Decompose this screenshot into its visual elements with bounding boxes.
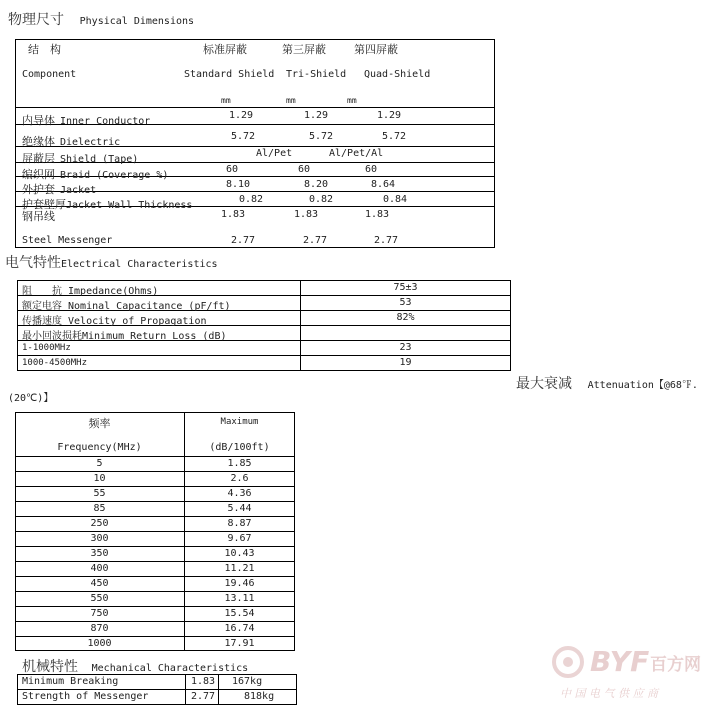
- mechanical-label: Strength of Messenger: [22, 691, 149, 702]
- physical-row: 外护套 Jacket: [22, 183, 97, 196]
- attenuation-value: 15.54: [224, 608, 255, 619]
- electrical-label: 额定电容 Nominal Capacitance (pF/ft): [22, 301, 231, 312]
- physical-row-label: Steel Messenger: [22, 235, 113, 246]
- attenuation-title-cn: 最大衰减: [516, 376, 572, 392]
- physical-value: 60: [298, 164, 311, 175]
- physical-row: 护套壁厚Jacket Wall Thickness: [22, 198, 193, 211]
- physical-row: 内导体 Inner Conductor: [22, 114, 151, 127]
- physical-value: 5.72: [231, 131, 256, 142]
- electrical-label: 1000-4500MHz: [22, 358, 88, 368]
- mechanical-value: 1.83: [191, 676, 216, 687]
- physical-value: 8.64: [371, 179, 396, 190]
- row-divider: [15, 561, 295, 562]
- attenuation-frequency: 85: [93, 503, 106, 514]
- attenuation-value: 8.87: [227, 518, 252, 529]
- attenuation-value: 9.67: [227, 533, 252, 544]
- row-divider: [15, 636, 295, 637]
- physical-title: [8, 9, 194, 29]
- attenuation-value: 16.74: [224, 623, 255, 634]
- physical-value: 5.72: [309, 131, 334, 142]
- electrical-title-en: Electrical Characteristics: [61, 259, 218, 270]
- mechanical-value: 2.77: [191, 691, 216, 702]
- attenuation-frequency: 350: [90, 548, 109, 559]
- electrical-value: 19: [399, 357, 412, 368]
- electrical-value: 82%: [396, 312, 415, 323]
- row-divider: [15, 531, 295, 532]
- attenuation-frequency: 750: [90, 608, 109, 619]
- electrical-title: [5, 252, 218, 272]
- attenuation-value: 1.85: [227, 458, 252, 469]
- row-divider: [15, 516, 295, 517]
- col-divider: [185, 674, 186, 705]
- physical-value: 1.29: [377, 110, 402, 121]
- attenuation-value: 5.44: [227, 503, 252, 514]
- attenuation-value: 2.6: [230, 473, 249, 484]
- attenuation-value: 10.43: [224, 548, 255, 559]
- unit-label: mm: [347, 96, 357, 105]
- attenuation-frequency: 5: [96, 458, 103, 469]
- mechanical-title-en: Mechanical Characteristics: [91, 663, 249, 674]
- attenuation-frequency: 1000: [87, 638, 112, 649]
- attenuation-title-cont: (20℃)】: [8, 393, 54, 404]
- physical-title-cn: 物理尺寸: [8, 12, 64, 28]
- row-divider: [15, 486, 295, 487]
- electrical-title-cn: 电气特性: [5, 255, 61, 271]
- col-header-en-3: Quad-Shield: [364, 69, 431, 80]
- physical-value: 1.83: [294, 209, 319, 220]
- mechanical-value: 818kg: [244, 691, 275, 702]
- mechanical-title-cn: 机械特性: [22, 659, 78, 675]
- col-header-en-2: Tri-Shield: [286, 69, 347, 80]
- physical-value: 0.84: [383, 194, 408, 205]
- freq-header-en: Frequency(MHz): [57, 442, 142, 453]
- electrical-label: 阻 抗 Impedance(Ohms): [22, 286, 159, 297]
- row-divider: [15, 501, 295, 502]
- physical-value: 2.77: [231, 235, 256, 246]
- electrical-value: 75±3: [393, 282, 418, 293]
- attenuation-value: 11.21: [224, 563, 255, 574]
- watermark-brand-cn: 百方网: [650, 655, 701, 675]
- attenuation-frequency: 550: [90, 593, 109, 604]
- row-divider: [17, 689, 297, 690]
- row-divider: [17, 355, 511, 356]
- physical-value: 1.29: [304, 110, 329, 121]
- physical-title-en: Physical Dimensions: [79, 16, 195, 27]
- attenuation-frequency: 250: [90, 518, 109, 529]
- physical-value: 1.29: [229, 110, 254, 121]
- physical-value: 1.83: [365, 209, 390, 220]
- physical-value: 60: [226, 164, 239, 175]
- row-divider: [15, 591, 295, 592]
- row-divider: [15, 621, 295, 622]
- physical-value: 2.77: [374, 235, 399, 246]
- physical-value: 0.82: [309, 194, 334, 205]
- row-divider: [15, 107, 495, 108]
- physical-row: 编织网 Braid (Coverage %): [22, 168, 169, 181]
- physical-value: 60: [365, 164, 378, 175]
- mechanical-value: 167kg: [232, 676, 263, 687]
- physical-value: 1.83: [221, 209, 246, 220]
- col-header-cn-1: 标准屏蔽: [203, 43, 247, 56]
- component-header-en: Component: [22, 69, 77, 80]
- attenuation-frequency: 400: [90, 563, 109, 574]
- row-divider: [15, 546, 295, 547]
- physical-value: 2.77: [303, 235, 328, 246]
- unit-label: mm: [286, 96, 296, 105]
- watermark-tagline: 中 国 电 气 供 应 商: [560, 687, 658, 700]
- electrical-value: 53: [399, 297, 412, 308]
- component-header-cn: 结 构: [28, 43, 61, 56]
- physical-value: 0.82: [239, 194, 264, 205]
- col-header-en-1: Standard Shield: [184, 69, 275, 80]
- physical-value: Al/Pet/Al: [329, 148, 384, 159]
- mechanical-title: [22, 656, 248, 676]
- mechanical-label: Minimum Breaking: [22, 676, 119, 687]
- row-divider: [15, 576, 295, 577]
- attenuation-frequency: 870: [90, 623, 109, 634]
- row-divider: [15, 471, 295, 472]
- unit-label: mm: [221, 96, 231, 105]
- electrical-label: 1-1000MHz: [22, 343, 71, 353]
- physical-row: 屏蔽层 Shield (Tape): [22, 152, 139, 165]
- attenuation-value: 19.46: [224, 578, 255, 589]
- max-header-2: (dB/100ft): [209, 442, 270, 453]
- attenuation-title: [516, 373, 698, 393]
- row-divider: [15, 456, 295, 457]
- watermark-brand: BYF: [590, 645, 650, 678]
- electrical-value: 23: [399, 342, 412, 353]
- attenuation-frequency: 300: [90, 533, 109, 544]
- col-divider: [218, 674, 219, 705]
- physical-row: 绝缘体 Dielectric: [22, 135, 121, 148]
- row-divider: [15, 606, 295, 607]
- attenuation-value: 4.36: [227, 488, 252, 499]
- physical-value: 8.10: [226, 179, 251, 190]
- physical-value: Al/Pet: [256, 148, 293, 159]
- attenuation-frequency: 450: [90, 578, 109, 589]
- physical-row-label: 钢吊线: [22, 210, 55, 223]
- attenuation-title-en: Attenuation【@68℉.: [587, 380, 698, 391]
- freq-header-cn: 频率: [88, 417, 111, 430]
- attenuation-frequency: 55: [93, 488, 106, 499]
- col-header-cn-2: 第三屏蔽: [282, 43, 326, 56]
- max-header-1: Maximum: [220, 417, 259, 427]
- attenuation-frequency: 10: [93, 473, 106, 484]
- physical-value: 8.20: [304, 179, 329, 190]
- attenuation-value: 13.11: [224, 593, 255, 604]
- attenuation-value: 17.91: [224, 638, 255, 649]
- col-header-cn-3: 第四屏蔽: [354, 43, 398, 56]
- byf-logo-icon: [551, 645, 585, 679]
- electrical-label: 传播速度 Velocity of Propagation: [22, 316, 207, 327]
- electrical-label: 最小回波损耗Minimum Return Loss (dB): [22, 331, 227, 342]
- physical-value: 5.72: [382, 131, 407, 142]
